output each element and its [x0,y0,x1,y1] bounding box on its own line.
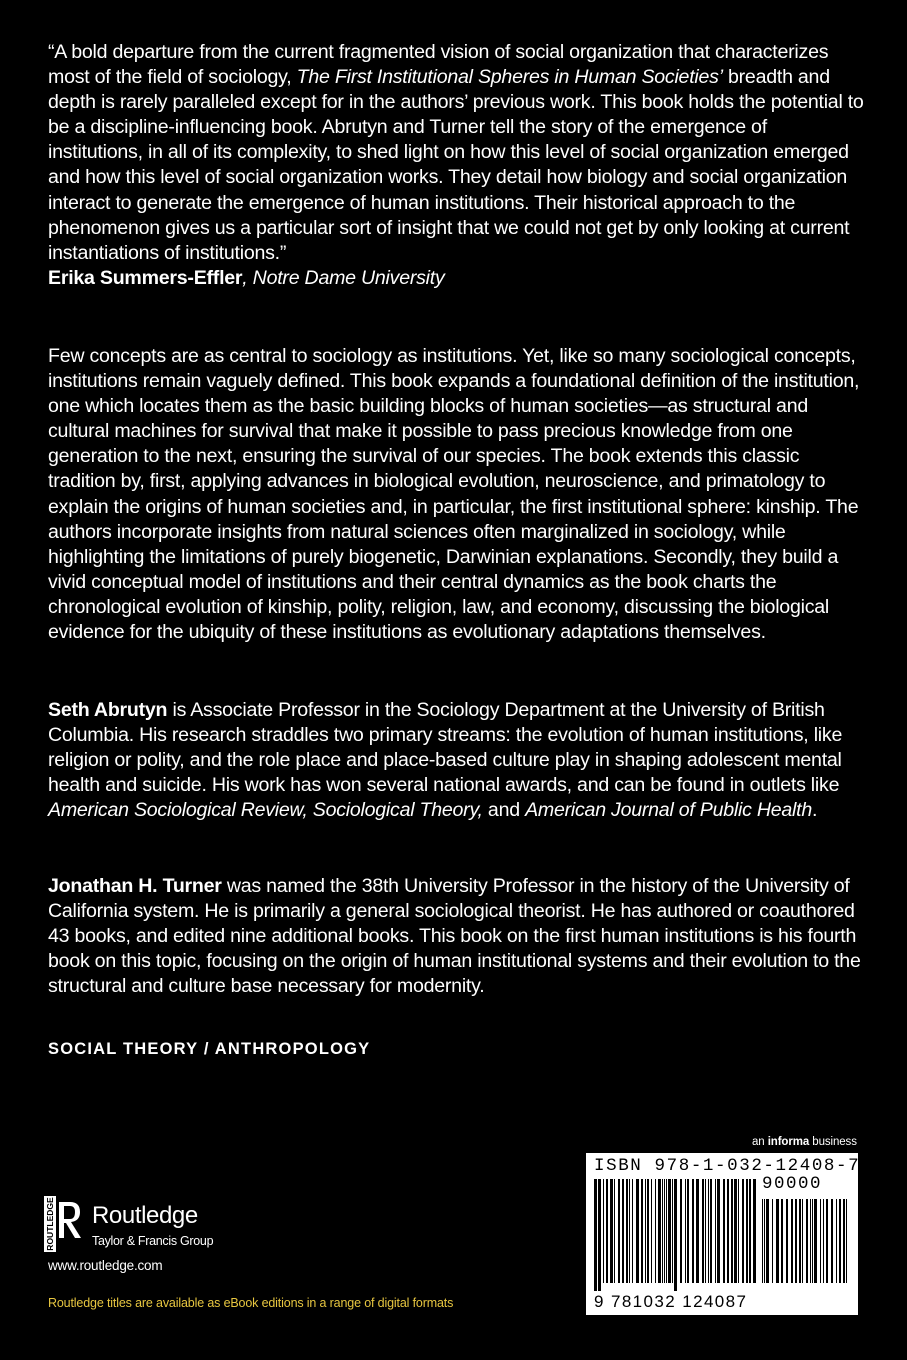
barcode-bar [645,1179,646,1283]
barcode-bar [668,1179,671,1283]
isbn-human-readable: 9 781032 124087 [594,1292,748,1311]
isbn-label: ISBN 978-1-032-12408-7 [594,1156,861,1176]
barcode-bar [836,1199,837,1283]
endorser-name: Erika Summers-Effler [48,266,243,289]
barcode-bar [742,1179,744,1283]
journal-titles: American Sociological Review, Sociological Theory, [48,799,483,822]
barcode-bar [655,1179,656,1283]
quote-attribution [48,266,866,291]
barcode-bar [753,1179,756,1283]
barcode-bar [717,1179,720,1283]
barcode-bar [715,1179,716,1283]
barcode-bar [806,1199,808,1283]
quote-text: “A bold departure from the current fragmented vision of social organization that characterizes most of the field of sociology, The First Institutional Spheres in Human Societies’ breadth and depth is rarely paralleled except for in the authors’ previous work. This book holds the potential to be a discipline-influencing book. Abrutyn and Turner tell the story of the emergence of institutions, in all of its complexity, to shed light on how this level of social organization emerged and how this level of social organization works. They detail how biology and social organization interact to generate the emergence of human institutions. Their historical approach to the phenomenon gives us a particular sort of insight that we could not get by only looking at current instantiations of institutions.” [48,41,864,264]
barcode-bar [687,1179,689,1283]
barcode-bar [764,1199,765,1283]
barcode-bar [594,1179,597,1291]
barcode-bar [846,1199,847,1283]
barcode-bar [674,1179,677,1291]
barcode-bar [598,1179,601,1291]
barcode-bar [781,1199,783,1283]
author-name-abrutyn: Seth Abrutyn [48,699,168,721]
barcode-bar [814,1199,817,1283]
barcode-bar [651,1179,652,1283]
barcode-bar [692,1179,694,1283]
barcode-bar [606,1179,608,1283]
barcode-bar [791,1199,793,1283]
barcode-bar [731,1179,733,1283]
barcode-bar [831,1199,833,1283]
barcode-bar [812,1199,813,1283]
barcode-bar [810,1199,811,1283]
author-bio-abrutyn: Seth Abrutyn is Associate Professor in the Sociology Department at the University of British Columbia. His research straddles two primary streams: the evolution of human institutions, like religion or polity, and the role place and place-based culture play in shaping adolescent mental health and suicide. His work has won several national awards, and can be found in outlets like American Sociological Review, Sociological Theory, and American Journal of Public Health. [48,699,843,822]
barcode-bar [666,1179,667,1283]
publisher-group: Taylor & Francis Group [92,1234,214,1248]
barcode-bar [672,1179,673,1283]
price-addon-barcode [762,1199,850,1291]
barcode-bar [772,1199,773,1283]
barcode-bar [776,1199,779,1283]
barcode-bar [799,1199,801,1283]
endorser-affiliation: , Notre Dame University [242,266,445,289]
barcode-bar [610,1179,613,1283]
barcode-bar [795,1199,797,1283]
barcode-bar [680,1179,682,1283]
barcode-bar [629,1179,630,1283]
quoted-book-title: The First Institutional Spheres in Human Societies’ [296,66,723,89]
endorsement-quote [48,40,866,291]
barcode-bar [685,1179,686,1283]
barcode-bar [696,1179,699,1283]
informa-business-tag: an informa business [752,1136,857,1148]
barcode-bar [843,1199,845,1283]
barcode-bar [614,1179,615,1283]
book-description: Few concepts are as central to sociology as institutions. Yet, like so many sociological concepts, institutions remain vaguely defined. This book expands a foundational definition of the institution, one which locates them as the basic building blocks of human societies—as structural and cultural machines for survival that make it possible to pass precious knowledge from one generation to the next, ensuring the survival of our species. The book extends this classic tradition by, first, applying advances in biological evolution, neuroscience, and primatology to explain the origins of human societies and, in particular, the first institutional sphere: kinship. The authors incorporate insights from natural sciences often marginalized in sociology, while highlighting the limitations of purely biogenetic, Darwinian explanations. Secondly, they build a vivid conceptual model of institutions and their central dynamics as the book charts the chronological evolution of kinship, polity, religion, law, and economy, discussing the biological evidence for the ubiquity of these institutions as evolutionary adaptations themselves. [48,345,860,644]
routledge-logo-icon [44,1196,84,1252]
barcode-bar [839,1199,841,1283]
barcode-bar [749,1179,751,1283]
barcode-bar [710,1179,712,1283]
journal-title-last: American Journal of Public Health [525,799,812,822]
subject-category: SOCIAL THEORY / ANTHROPOLOGY [48,1040,371,1058]
barcode-bar [786,1199,788,1283]
author-bio-turner: Jonathan H. Turner was named the 38th University Professor in the history of the University of California system. He is primarily a general sociological theorist. He has authored or coauthored 43 books, and edited nine additional books. This book on the first human institutions is his fourth book on this topic, focusing on the origin of human institutional systems and their evolution to the structural and culture base necessary for modernity. [48,875,861,998]
ebook-availability-note: Routledge titles are available as eBook editions in a range of digital formats [48,1296,454,1310]
logo-vertical-text: ROUTLEDGE [45,1197,55,1251]
barcode-bar [723,1179,725,1283]
barcode-bar [641,1179,643,1283]
price-code: 90000 [762,1174,823,1194]
barcode-bar [738,1179,739,1283]
publisher-website-link[interactable]: www.routledge.com [48,1258,163,1273]
barcode-bar [762,1199,763,1283]
ean13-barcode [594,1179,756,1291]
barcode-bar [734,1179,737,1283]
barcode-bar [647,1179,649,1283]
barcode-bar [823,1199,824,1283]
barcode-bar [664,1179,665,1283]
barcode-bar [708,1179,709,1283]
barcode-bar [662,1179,663,1283]
barcode-bar [632,1179,633,1283]
informa-brand: informa [767,1136,810,1148]
barcode-bar [618,1179,620,1283]
barcode-bar [820,1199,821,1283]
barcode-bar [658,1179,661,1283]
barcode-bar [626,1179,628,1283]
barcode-bar [826,1199,828,1283]
barcode-bar [702,1179,704,1283]
barcode-bar [636,1179,639,1283]
barcode-bar [802,1199,803,1283]
barcode-bar [622,1179,624,1283]
barcode-bar [603,1179,604,1283]
barcode-bar [705,1179,706,1283]
barcode-bar [746,1179,748,1283]
barcode-bar [727,1179,729,1283]
publisher-name: Routledge [92,1202,198,1229]
barcode-bar [766,1199,769,1283]
author-name-turner: Jonathan H. Turner [48,875,222,897]
